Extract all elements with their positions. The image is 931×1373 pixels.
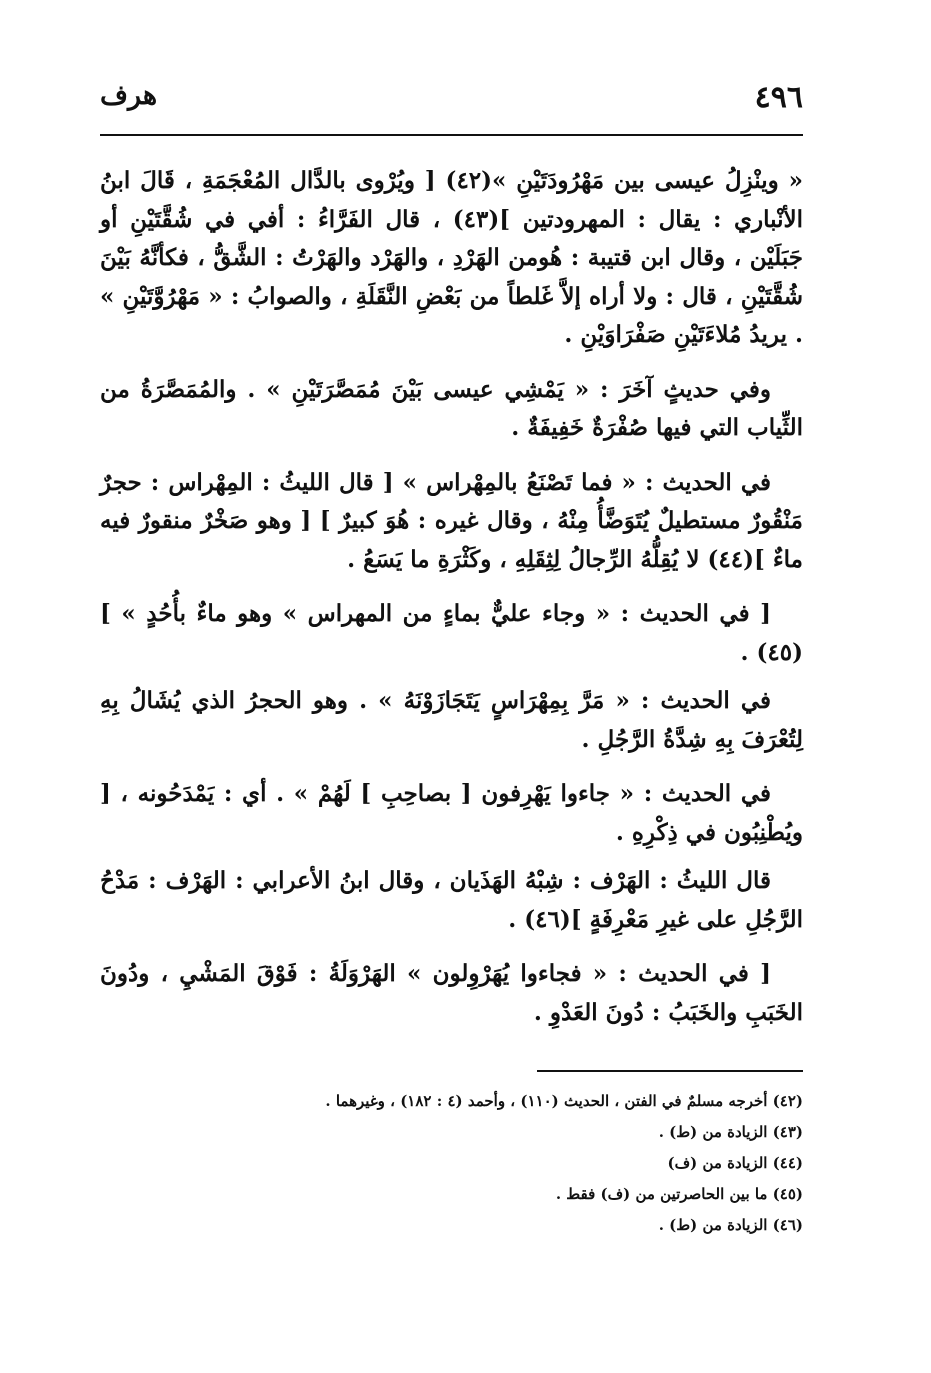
running-head: هرف	[100, 80, 158, 111]
paragraph: في الحديث : « مَرَّ بِمِهْرَاسٍ يَتَجَازَوْنَهُ » . وهو الحجرُ الذي يُشَالُ بِهِ لِتُعْرَفَ بِهِ شِدَّةُ الرَّجُلِ .	[100, 687, 803, 753]
footnote: (٤٣) الزيادة من (ط) .	[658, 1123, 803, 1141]
footnote: (٤٦) الزيادة من (ط) .	[658, 1216, 803, 1234]
paragraph: [ في الحديث : « وجاء عليٌّ بماءٍ من المهراس » وهو ماءٌ بأُحُدٍ » ](٤٥) .	[100, 600, 803, 666]
main-text	[100, 162, 803, 1042]
header-rule	[100, 134, 803, 136]
paragraph: « وينْزِلُ عيسى بين مَهْرُودَتَيْنِ »(٤٢) [ ويُرْوى بالدَّال المُعْجَمَةِ ، قَالَ ابنُ الأنْباري : يقال : المهرودتين ](٤٣) ، قال الفَرَّاءُ : أفي في شُقَّتَيْنِ أو جَبَلَيْن ، وقال ابن قتيبة : هُومن الهَرْدِ ، والهَرْد والهَرْتُ : الشَّقُّ ، فكأنَّهُ بَيْنَ شُقَّتَيْنِ ، قال : ولا أراه إلاَّ غَلطاً من بَعْضِ النَّقَلَةِ ، والصوابُ : « مَهْرُوَّتَيْنِ » . يريدُ مُلاءَتَيْنِ صَفْرَاوَيْنِ .	[100, 167, 803, 348]
paragraph: [ في الحديث : « فجاءوا يُهَرْوِلون » الهَرْوَلَةُ : فَوْقَ المَشْيِ ، ودُونَ الخَبَبِ والخَبَبُ : دُونَ العَدْوِ .	[100, 960, 803, 1026]
paragraph: وفي حديثٍ آخَرَ : « يَمْشِي عيسى بَيْنَ مُمَصَّرَتَيْنِ » . والمُمَصَّرَةُ من الثِّياب التي فيها صُفْرَةٌ خَفِيفَةٌ .	[100, 375, 803, 441]
page-header	[100, 80, 803, 120]
footnote-rule	[537, 1070, 803, 1072]
page-number: ٤٩٦	[754, 80, 803, 115]
paragraph: في الحديث : « جاءوا يَهْرِفون [ بصاحِبِ ] لَهُمْ » . أي : يَمْدَحُونه ، [ ويُطْنِبُون في ذِكْرِهِ .	[100, 780, 803, 846]
footnote: (٤٥) ما بين الحاصرتين من (ف) فقط .	[555, 1185, 803, 1203]
footnote: (٤٤) الزيادة من (ف)	[667, 1154, 803, 1172]
footnotes	[100, 1086, 803, 1241]
paragraph: في الحديث : « فما تَصْنَعُ بالمِهْراس » [ قال الليثُ : المِهْراس : حجرٌ مَنْقُورٌ مستطيلٌ يُتَوَضَّأُ مِنْهُ ، وقال غيره : هُوَ كبيرٌ ] [ وهو صَخْرٌ منقورٌ فيه ماءٌ ](٤٤) لا يُقِلُّهُ الرِّجالُ لِثِقَلِهِ ، وكَثْرَةِ ما يَسَعُ .	[100, 468, 803, 573]
paragraph: قال الليثُ : الهَرْف : شِبْهُ الهَذَيان ، وقال ابنُ الأعرابي : الهَرْف : مَدْحُ الرَّجُلِ على غيرِ مَعْرِفَةٍ ](٤٦) .	[100, 867, 803, 933]
footnote: (٤٢) أخرجه مسلمٌ في الفتن ، الحديث (١١٠) ، وأحمد (٤ : ١٨٢) ، وغيرهما .	[325, 1092, 803, 1110]
